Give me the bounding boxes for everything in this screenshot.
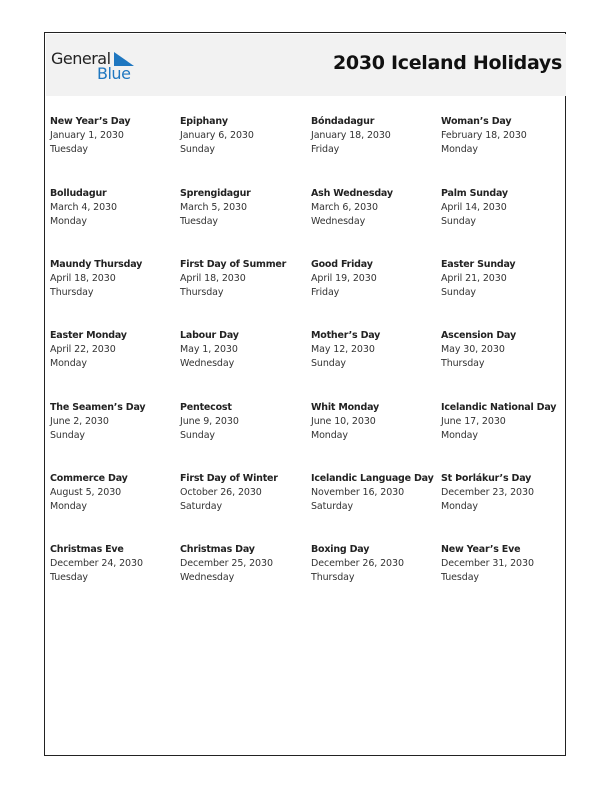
holiday-weekday: Tuesday: [441, 572, 479, 583]
holiday-name: Epiphany: [180, 116, 228, 127]
holiday-item: [311, 543, 439, 585]
holiday-item: [311, 258, 439, 300]
holiday-date: January 18, 2030: [311, 130, 391, 141]
holiday-weekday: Monday: [311, 430, 348, 441]
holiday-name: Woman’s Day: [441, 116, 512, 127]
holiday-date: November 16, 2030: [311, 487, 405, 498]
holiday-date: August 5, 2030: [50, 487, 122, 498]
holiday-weekday: Tuesday: [50, 144, 88, 155]
holiday-weekday: Monday: [441, 430, 478, 441]
holiday-name: Ascension Day: [441, 330, 516, 341]
holiday-date: January 1, 2030: [50, 130, 124, 141]
holiday-item: [50, 115, 178, 157]
holiday-weekday: Monday: [50, 358, 87, 369]
holiday-weekday: Wednesday: [311, 216, 366, 227]
holiday-date: May 1, 2030: [180, 344, 238, 355]
holiday-weekday: Tuesday: [50, 572, 88, 583]
holiday-item: [441, 329, 569, 371]
holiday-name: Whit Monday: [311, 402, 380, 413]
holiday-name: Ash Wednesday: [311, 188, 393, 199]
generalblue-logo: [51, 50, 141, 86]
holiday-weekday: Friday: [311, 287, 340, 298]
holiday-item: [311, 401, 439, 443]
holiday-date: April 18, 2030: [50, 273, 116, 284]
holiday-date: April 21, 2030: [441, 273, 507, 284]
holiday-weekday: Sunday: [311, 358, 346, 369]
holiday-weekday: Wednesday: [180, 358, 235, 369]
holiday-name: Bolludagur: [50, 188, 107, 199]
holiday-item: [50, 472, 178, 514]
page-frame: [44, 32, 566, 756]
logo-text-general: General: [51, 49, 111, 68]
holiday-name: Palm Sunday: [441, 188, 508, 199]
holiday-item: [180, 543, 308, 585]
holiday-name: New Year’s Day: [50, 116, 131, 127]
holiday-weekday: Monday: [50, 501, 87, 512]
holiday-date: December 23, 2030: [441, 487, 534, 498]
holiday-name: Boxing Day: [311, 544, 370, 555]
holiday-date: May 30, 2030: [441, 344, 505, 355]
holiday-item: [50, 329, 178, 371]
holiday-date: April 19, 2030: [311, 273, 377, 284]
holiday-item: [311, 115, 439, 157]
holiday-date: October 26, 2030: [180, 487, 262, 498]
holiday-item: [180, 329, 308, 371]
holiday-item: [441, 472, 569, 514]
holiday-name: Bóndadagur: [311, 116, 375, 127]
holiday-date: April 22, 2030: [50, 344, 116, 355]
holiday-weekday: Thursday: [311, 572, 355, 583]
holiday-date: December 24, 2030: [50, 558, 143, 569]
page-title: 2030 Iceland Holidays: [332, 52, 562, 74]
header-bar: [46, 34, 566, 96]
holiday-item: [441, 543, 569, 585]
holiday-weekday: Sunday: [50, 430, 85, 441]
holiday-item: [441, 115, 569, 157]
holiday-name: First Day of Summer: [180, 259, 287, 270]
holiday-item: [180, 115, 308, 157]
holiday-item: [311, 329, 439, 371]
holiday-name: Maundy Thursday: [50, 259, 143, 270]
holiday-name: Easter Monday: [50, 330, 127, 341]
holiday-date: April 14, 2030: [441, 202, 507, 213]
holiday-name: Christmas Day: [180, 544, 255, 555]
holiday-weekday: Friday: [311, 144, 340, 155]
holiday-date: December 26, 2030: [311, 558, 404, 569]
holiday-weekday: Saturday: [180, 501, 223, 512]
holiday-date: December 25, 2030: [180, 558, 273, 569]
holiday-name: Icelandic Language Day: [311, 473, 434, 484]
holiday-name: Icelandic National Day: [441, 402, 557, 413]
holiday-weekday: Sunday: [441, 287, 476, 298]
holiday-weekday: Tuesday: [180, 216, 218, 227]
holiday-weekday: Monday: [441, 144, 478, 155]
holiday-date: April 18, 2030: [180, 273, 246, 284]
holiday-weekday: Thursday: [180, 287, 224, 298]
holiday-date: December 31, 2030: [441, 558, 534, 569]
holiday-date: March 6, 2030: [311, 202, 378, 213]
holiday-date: June 17, 2030: [441, 416, 506, 427]
holiday-name: St Þorlákur’s Day: [441, 473, 532, 484]
holiday-date: June 9, 2030: [180, 416, 239, 427]
holiday-item: [180, 187, 308, 229]
holiday-date: February 18, 2030: [441, 130, 527, 141]
holiday-item: [311, 187, 439, 229]
holiday-name: Mother’s Day: [311, 330, 381, 341]
holiday-weekday: Sunday: [180, 430, 215, 441]
holiday-item: [180, 258, 308, 300]
holiday-item: [180, 401, 308, 443]
holiday-item: [50, 187, 178, 229]
holiday-date: March 4, 2030: [50, 202, 117, 213]
holiday-item: [180, 472, 308, 514]
holiday-name: Labour Day: [180, 330, 239, 341]
holiday-item: [441, 258, 569, 300]
holiday-item: [50, 401, 178, 443]
holiday-name: First Day of Winter: [180, 473, 278, 484]
holiday-name: Commerce Day: [50, 473, 128, 484]
holiday-date: May 12, 2030: [311, 344, 375, 355]
holiday-weekday: Thursday: [441, 358, 485, 369]
holiday-item: [50, 258, 178, 300]
holiday-name: Pentecost: [180, 402, 232, 413]
holiday-date: January 6, 2030: [180, 130, 254, 141]
holiday-date: March 5, 2030: [180, 202, 247, 213]
holiday-name: Christmas Eve: [50, 544, 124, 555]
holiday-item: [311, 472, 439, 514]
holiday-date: June 2, 2030: [50, 416, 109, 427]
logo-text-blue: Blue: [97, 64, 131, 83]
holiday-name: Good Friday: [311, 259, 373, 270]
holiday-item: [441, 187, 569, 229]
holiday-weekday: Sunday: [441, 216, 476, 227]
holiday-weekday: Wednesday: [180, 572, 235, 583]
holiday-name: Sprengidagur: [180, 188, 251, 199]
holiday-weekday: Sunday: [180, 144, 215, 155]
holiday-weekday: Saturday: [311, 501, 354, 512]
holiday-weekday: Monday: [441, 501, 478, 512]
holiday-name: New Year’s Eve: [441, 544, 521, 555]
holiday-name: The Seamen’s Day: [50, 402, 146, 413]
holiday-item: [50, 543, 178, 585]
holiday-name: Easter Sunday: [441, 259, 516, 270]
holiday-date: June 10, 2030: [311, 416, 376, 427]
holiday-item: [441, 401, 569, 443]
holiday-weekday: Thursday: [50, 287, 94, 298]
holiday-weekday: Monday: [50, 216, 87, 227]
